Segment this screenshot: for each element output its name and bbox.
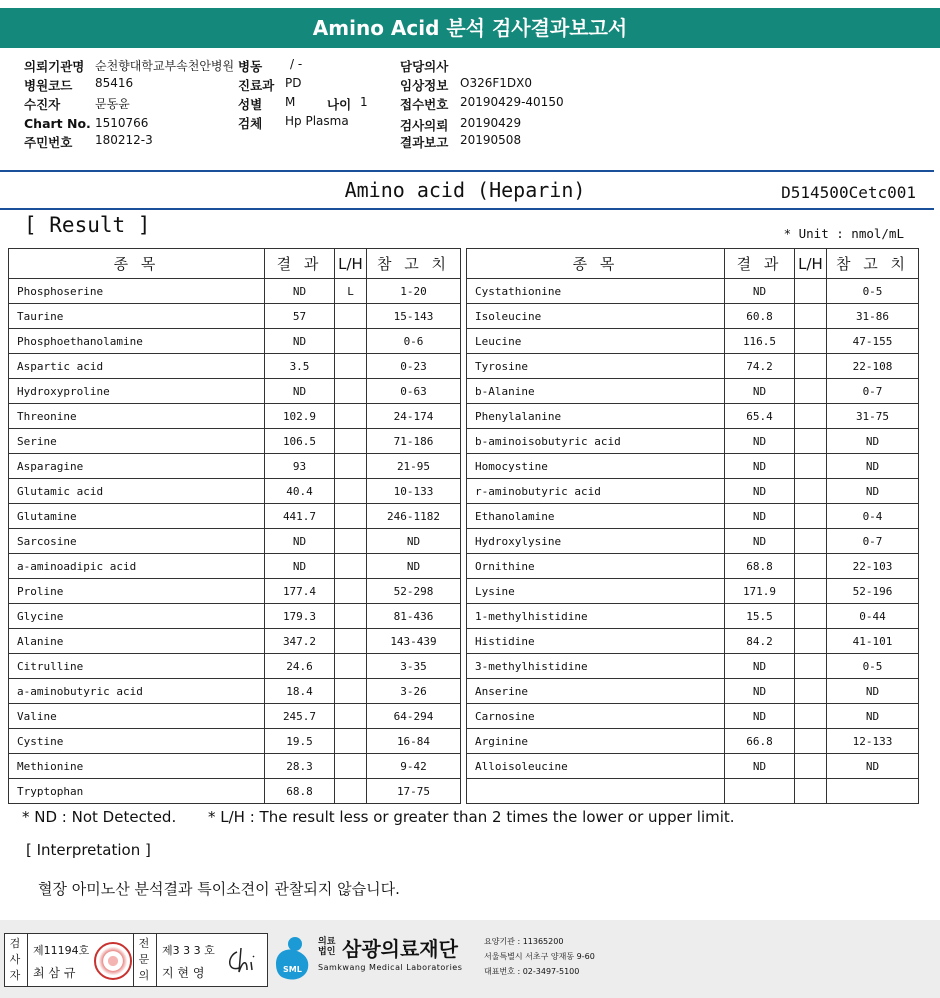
analyte-name: Arginine	[467, 729, 725, 754]
patient-name-value: 문동윤	[95, 97, 130, 111]
result-value: 3.5	[265, 354, 335, 379]
result-value: ND	[725, 529, 795, 554]
reference-range: ND	[827, 754, 919, 779]
analyte-name: Lysine	[467, 579, 725, 604]
result-value: ND	[725, 654, 795, 679]
table-row	[467, 354, 919, 379]
analyte-name: Asparagine	[9, 454, 265, 479]
result-value: ND	[265, 529, 335, 554]
patient-name-label: 수진자	[24, 97, 61, 112]
lh-flag	[335, 779, 367, 804]
table-row	[9, 729, 461, 754]
lh-flag	[795, 579, 827, 604]
chart-no-label: Chart No.	[24, 116, 91, 131]
lh-flag	[335, 529, 367, 554]
results-table-left	[8, 248, 461, 804]
reference-range: 0-23	[367, 354, 461, 379]
lh-flag	[795, 754, 827, 779]
table-row	[9, 654, 461, 679]
table-row	[467, 704, 919, 729]
reference-range: 0-5	[827, 279, 919, 304]
table-row	[467, 504, 919, 529]
sex-label: 성별	[238, 97, 263, 112]
lh-flag	[795, 779, 827, 804]
rrn-label: 주민번호	[24, 135, 73, 150]
report-date-value: 20190508	[460, 133, 522, 147]
lh-flag	[795, 429, 827, 454]
col-ref-header: 참 고 치	[827, 249, 919, 279]
table-row	[9, 604, 461, 629]
lh-flag	[335, 504, 367, 529]
table-row	[9, 304, 461, 329]
lh-flag	[795, 504, 827, 529]
lh-flag	[335, 579, 367, 604]
reference-range: 143-439	[367, 629, 461, 654]
analyte-name: Cystathionine	[467, 279, 725, 304]
reference-range: 9-42	[367, 754, 461, 779]
request-date-value: 20190429	[460, 116, 522, 130]
reference-range: ND	[827, 479, 919, 504]
result-value: 245.7	[265, 704, 335, 729]
tech-license: 제11194호	[33, 944, 90, 957]
reference-range: ND	[827, 454, 919, 479]
lh-flag	[795, 529, 827, 554]
result-value: 15.5	[725, 604, 795, 629]
table-row	[467, 654, 919, 679]
result-value: ND	[725, 704, 795, 729]
analyte-name: Glutamic acid	[9, 479, 265, 504]
result-value: 102.9	[265, 404, 335, 429]
tech-name: 최 삼 규	[33, 966, 76, 980]
table-row	[467, 779, 919, 804]
result-value: 24.6	[265, 654, 335, 679]
reference-range: 0-44	[827, 604, 919, 629]
table-row	[467, 329, 919, 354]
table-row	[9, 529, 461, 554]
result-value: ND	[725, 429, 795, 454]
lh-flag	[335, 679, 367, 704]
sex-value: M	[285, 95, 296, 109]
analyte-name: Aspartic acid	[9, 354, 265, 379]
result-value: ND	[265, 379, 335, 404]
table-row	[467, 479, 919, 504]
lh-flag	[795, 329, 827, 354]
lh-flag	[795, 554, 827, 579]
col-result-header: 결 과	[265, 249, 335, 279]
table-row	[467, 304, 919, 329]
col-result-header: 결 과	[725, 249, 795, 279]
org-name-en: Samkwang Medical Laboratories	[318, 963, 463, 972]
table-row	[9, 754, 461, 779]
result-value: 93	[265, 454, 335, 479]
lh-flag	[795, 654, 827, 679]
reference-range: 52-298	[367, 579, 461, 604]
result-value: 57	[265, 304, 335, 329]
reference-range: ND	[367, 529, 461, 554]
reference-range: 1-20	[367, 279, 461, 304]
analyte-name: Cystine	[9, 729, 265, 754]
result-value: ND	[725, 479, 795, 504]
table-row	[467, 679, 919, 704]
table-row	[9, 279, 461, 304]
analyte-name: b-Alanine	[467, 379, 725, 404]
analyte-name: Histidine	[467, 629, 725, 654]
reference-range: 71-186	[367, 429, 461, 454]
institution-label: 의뢰기관명	[24, 59, 85, 74]
reference-range: 246-1182	[367, 504, 461, 529]
reference-range: 12-133	[827, 729, 919, 754]
lh-flag	[335, 329, 367, 354]
org-address: 서울특별시 서초구 양재동 9-60	[484, 952, 595, 961]
result-value: 179.3	[265, 604, 335, 629]
interpretation-heading: [ Interpretation ]	[26, 841, 151, 859]
analyte-name: a-aminobutyric acid	[9, 679, 265, 704]
analyte-name: Isoleucine	[467, 304, 725, 329]
table-row	[9, 679, 461, 704]
specimen-label: 검체	[238, 116, 263, 131]
result-value: 74.2	[725, 354, 795, 379]
reference-range: 47-155	[827, 329, 919, 354]
table-row	[467, 729, 919, 754]
test-code: D514500Cetc001	[781, 183, 916, 202]
reference-range: 24-174	[367, 404, 461, 429]
result-value: 116.5	[725, 329, 795, 354]
reference-range: 17-75	[367, 779, 461, 804]
reference-range: 0-7	[827, 529, 919, 554]
lh-flag: L	[335, 279, 367, 304]
reference-range: 22-108	[827, 354, 919, 379]
reference-range: 0-63	[367, 379, 461, 404]
clinical-info-label: 임상정보	[400, 78, 449, 93]
analyte-name	[467, 779, 725, 804]
analyte-name: Valine	[9, 704, 265, 729]
analyte-name: Taurine	[9, 304, 265, 329]
table-row	[9, 629, 461, 654]
handwritten-signature	[223, 944, 263, 978]
test-title: Amino acid (Heparin)	[344, 178, 586, 202]
lh-flag	[335, 754, 367, 779]
result-value: 40.4	[265, 479, 335, 504]
table-row	[9, 579, 461, 604]
lh-flag	[795, 729, 827, 754]
lh-flag	[335, 654, 367, 679]
specimen-value: Hp Plasma	[285, 114, 349, 128]
result-value: 66.8	[725, 729, 795, 754]
result-value: ND	[265, 329, 335, 354]
table-row	[467, 429, 919, 454]
seal-stamp	[94, 942, 132, 980]
lh-flag	[335, 479, 367, 504]
hospital-code-label: 병원코드	[24, 78, 73, 93]
reference-range: ND	[367, 554, 461, 579]
analyte-name: Phosphoethanolamine	[9, 329, 265, 354]
lh-flag	[795, 354, 827, 379]
analyte-name: Hydroxylysine	[467, 529, 725, 554]
lh-flag	[335, 404, 367, 429]
analyte-name: Proline	[9, 579, 265, 604]
analyte-name: 3-methylhistidine	[467, 654, 725, 679]
reference-range: ND	[827, 679, 919, 704]
table-row	[467, 529, 919, 554]
lh-flag	[335, 304, 367, 329]
analyte-name: Serine	[9, 429, 265, 454]
dept-value: PD	[285, 76, 302, 90]
analyte-name: b-aminoisobutyric acid	[467, 429, 725, 454]
rrn-value: 180212-3	[95, 133, 153, 147]
analyte-name: Methionine	[9, 754, 265, 779]
age-label: 나이	[327, 97, 352, 112]
analyte-name: a-aminoadipic acid	[9, 554, 265, 579]
analyte-name: Leucine	[467, 329, 725, 354]
result-value: ND	[725, 279, 795, 304]
analyte-name: Phenylalanine	[467, 404, 725, 429]
table-row	[9, 504, 461, 529]
col-item-header: 종 목	[467, 249, 725, 279]
lh-flag	[795, 604, 827, 629]
table-row	[467, 604, 919, 629]
reference-range: 3-35	[367, 654, 461, 679]
logo-text: SML	[283, 965, 302, 974]
col-item-header: 종 목	[9, 249, 265, 279]
table-row	[9, 454, 461, 479]
lh-flag	[795, 304, 827, 329]
reference-range: ND	[827, 704, 919, 729]
result-value: 60.8	[725, 304, 795, 329]
analyte-name: Hydroxyproline	[9, 379, 265, 404]
reference-range: 16-84	[367, 729, 461, 754]
org-name: 삼광의료재단	[342, 937, 458, 961]
reference-range: ND	[827, 429, 919, 454]
reference-range: 10-133	[367, 479, 461, 504]
result-value: ND	[725, 454, 795, 479]
table-row	[467, 554, 919, 579]
interpretation-text: 혈장 아미노산 분석결과 특이소견이 관찰되지 않습니다.	[38, 880, 400, 898]
analyte-name: Threonine	[9, 404, 265, 429]
result-value: ND	[265, 554, 335, 579]
title-rule	[0, 208, 934, 210]
result-value: 84.2	[725, 629, 795, 654]
lh-flag	[335, 354, 367, 379]
result-value: 68.8	[265, 779, 335, 804]
unit-note: * Unit : nmol/mL	[783, 226, 904, 241]
table-row	[9, 479, 461, 504]
doctor-license: 제3 3 3 호	[162, 944, 215, 957]
lh-flag	[335, 429, 367, 454]
analyte-name: Tryptophan	[9, 779, 265, 804]
lh-flag	[335, 629, 367, 654]
request-date-label: 검사의뢰	[400, 118, 449, 133]
result-heading: [ Result ]	[24, 213, 151, 237]
sml-logo-icon	[270, 934, 312, 982]
reference-range: 15-143	[367, 304, 461, 329]
lh-flag	[335, 379, 367, 404]
col-lh-header: L/H	[335, 249, 367, 279]
signature-box	[4, 933, 268, 987]
org-phone: 대표번호 : 02-3497-5100	[484, 967, 580, 976]
result-value: 347.2	[265, 629, 335, 654]
lh-flag	[795, 679, 827, 704]
reference-range: 81-436	[367, 604, 461, 629]
analyte-name: Tyrosine	[467, 354, 725, 379]
reference-range	[827, 779, 919, 804]
doctor-name: 지 현 영	[162, 966, 205, 980]
table-row	[9, 329, 461, 354]
doctor-label: 담당의사	[400, 59, 449, 74]
col-lh-header: L/H	[795, 249, 827, 279]
lh-flag	[795, 404, 827, 429]
analyte-name: Homocystine	[467, 454, 725, 479]
result-value: 177.4	[265, 579, 335, 604]
lh-flag	[795, 379, 827, 404]
reference-range: 41-101	[827, 629, 919, 654]
reference-range: 3-26	[367, 679, 461, 704]
reference-range: 52-196	[827, 579, 919, 604]
analyte-name: Glycine	[9, 604, 265, 629]
table-row	[467, 579, 919, 604]
ward-value: / -	[290, 57, 303, 71]
top-rule	[0, 170, 934, 172]
col-ref-header: 참 고 치	[367, 249, 461, 279]
doctor-label: 전문의	[138, 937, 150, 982]
table-row	[9, 379, 461, 404]
table-row	[9, 779, 461, 804]
lh-flag	[795, 704, 827, 729]
result-value: 171.9	[725, 579, 795, 604]
lh-flag	[795, 454, 827, 479]
result-value: ND	[725, 679, 795, 704]
result-value: 18.4	[265, 679, 335, 704]
analyte-name: Ornithine	[467, 554, 725, 579]
reference-range: 64-294	[367, 704, 461, 729]
result-value	[725, 779, 795, 804]
result-value: 28.3	[265, 754, 335, 779]
analyte-name: Citrulline	[9, 654, 265, 679]
reference-range: 21-95	[367, 454, 461, 479]
lh-flag	[335, 704, 367, 729]
analyte-name: Sarcosine	[9, 529, 265, 554]
reference-range: 31-86	[827, 304, 919, 329]
table-row	[9, 554, 461, 579]
reference-range: 0-7	[827, 379, 919, 404]
result-value: ND	[725, 379, 795, 404]
ward-label: 병동	[238, 59, 263, 74]
receipt-value: 20190429-40150	[460, 95, 564, 109]
dept-label: 진료과	[238, 78, 275, 93]
result-value: 68.8	[725, 554, 795, 579]
table-row	[9, 704, 461, 729]
analyte-name: Ethanolamine	[467, 504, 725, 529]
table-row	[467, 404, 919, 429]
result-value: 65.4	[725, 404, 795, 429]
result-value: 106.5	[265, 429, 335, 454]
reference-range: 0-4	[827, 504, 919, 529]
results-table-right	[466, 248, 919, 804]
receipt-label: 접수번호	[400, 97, 449, 112]
report-title-banner: Amino Acid 분석 검사결과보고서	[0, 8, 940, 48]
divider	[133, 934, 134, 986]
result-value: ND	[725, 504, 795, 529]
lh-flag	[335, 729, 367, 754]
footnote-nd: * ND : Not Detected.	[22, 808, 177, 826]
table-row	[9, 404, 461, 429]
result-value: ND	[265, 279, 335, 304]
analyte-name: Anserine	[467, 679, 725, 704]
reference-range: 31-75	[827, 404, 919, 429]
org-code: 요양기관 : 11365200	[484, 937, 564, 946]
lh-flag	[335, 454, 367, 479]
analyte-name: r-aminobutyric acid	[467, 479, 725, 504]
tech-label: 검사자	[9, 937, 21, 982]
age-value: 1	[360, 95, 368, 109]
reference-range: 0-6	[367, 329, 461, 354]
hospital-code-value: 85416	[95, 76, 134, 90]
footnote-lh: * L/H : The result less or greater than 2 times the lower or upper limit.	[208, 808, 735, 826]
lh-flag	[335, 604, 367, 629]
result-value: ND	[725, 754, 795, 779]
reference-range: 0-5	[827, 654, 919, 679]
table-row	[467, 379, 919, 404]
divider	[27, 934, 28, 986]
table-row	[467, 454, 919, 479]
reference-range: 22-103	[827, 554, 919, 579]
result-value: 19.5	[265, 729, 335, 754]
table-row	[467, 629, 919, 654]
analyte-name: Alloisoleucine	[467, 754, 725, 779]
result-value: 441.7	[265, 504, 335, 529]
org-type-label: 의료법인	[318, 937, 336, 957]
clinical-info-value: O326F1DX0	[460, 76, 532, 90]
table-row	[467, 754, 919, 779]
analyte-name: Alanine	[9, 629, 265, 654]
lh-flag	[795, 479, 827, 504]
analyte-name: Glutamine	[9, 504, 265, 529]
lh-flag	[335, 554, 367, 579]
lh-flag	[795, 279, 827, 304]
chart-no-value: 1510766	[95, 116, 149, 130]
divider	[156, 934, 157, 986]
lh-flag	[795, 629, 827, 654]
analyte-name: Phosphoserine	[9, 279, 265, 304]
analyte-name: Carnosine	[467, 704, 725, 729]
report-date-label: 결과보고	[400, 135, 449, 150]
table-row	[9, 354, 461, 379]
table-row	[9, 429, 461, 454]
institution-value: 순천향대학교부속천안병원	[95, 59, 235, 73]
analyte-name: 1-methylhistidine	[467, 604, 725, 629]
table-row	[467, 279, 919, 304]
